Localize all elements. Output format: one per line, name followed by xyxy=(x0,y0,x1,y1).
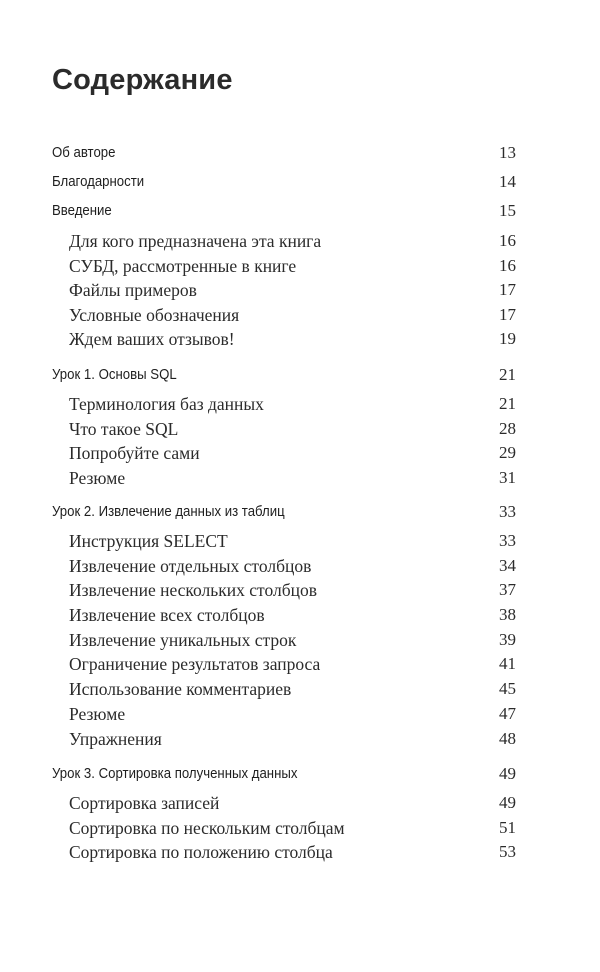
toc-entry-page: 31 xyxy=(499,468,516,487)
toc-entry-lesson-1[interactable] xyxy=(0,362,600,388)
page-title: Содержание xyxy=(52,64,233,96)
toc-entry-label: Использование комментариев xyxy=(69,679,292,699)
toc-entry-page: 33 xyxy=(499,531,516,550)
toc-entry-label: Об авторе xyxy=(52,144,116,161)
toc-entry-conventions[interactable] xyxy=(0,302,600,328)
toc-entry-page: 28 xyxy=(499,419,516,438)
toc-entry-label: Ждем ваших отзывов! xyxy=(69,329,235,349)
toc-entry-page: 49 xyxy=(499,764,516,783)
toc-entry-what-is-sql[interactable] xyxy=(0,416,600,442)
toc-entry-label: Введение xyxy=(52,202,112,219)
toc-entry-label: Извлечение отдельных столбцов xyxy=(69,556,312,576)
toc-entry-label: Извлечение всех столбцов xyxy=(69,605,265,625)
toc-entry-label: Ограничение результатов запроса xyxy=(69,654,321,674)
toc-entry-page: 33 xyxy=(499,502,516,521)
toc-entry-label: Урок 2. Извлечение данных из таблиц xyxy=(52,503,285,520)
toc-entry-page: 51 xyxy=(499,818,516,837)
toc-entry-feedback[interactable] xyxy=(0,326,600,352)
toc-entry-page: 48 xyxy=(499,729,516,748)
toc-entry-label: Сортировка по нескольким столбцам xyxy=(69,818,345,838)
toc-entry-page: 17 xyxy=(499,280,516,299)
toc-entry-page: 16 xyxy=(499,256,516,275)
toc-entry-all-columns[interactable] xyxy=(0,602,600,628)
toc-entry-label: Терминология баз данных xyxy=(69,394,264,414)
toc-entry-label: Файлы примеров xyxy=(69,280,197,300)
toc-entry-exercises[interactable] xyxy=(0,726,600,752)
toc-entry-label: Сортировка по положению столбца xyxy=(69,842,333,862)
toc-entry-page: 17 xyxy=(499,305,516,324)
toc-entry-page: 21 xyxy=(499,394,516,413)
toc-entry-label: Извлечение нескольких столбцов xyxy=(69,580,317,600)
toc-entry-page: 19 xyxy=(499,329,516,348)
toc-entry-distinct-rows[interactable] xyxy=(0,627,600,653)
toc-entry-dbms[interactable] xyxy=(0,253,600,279)
toc-entry-label: Условные обозначения xyxy=(69,305,240,325)
toc-entry-page: 34 xyxy=(499,556,516,575)
toc-entry-label: Резюме xyxy=(69,704,126,724)
toc-entry-about-author[interactable] xyxy=(0,140,600,166)
toc-entry-page: 29 xyxy=(499,443,516,462)
toc-entry-summary-1[interactable] xyxy=(0,465,600,491)
toc-entry-label: Резюме xyxy=(69,468,126,488)
toc-entry-sort-records[interactable] xyxy=(0,790,600,816)
toc-entry-single-columns[interactable] xyxy=(0,553,600,579)
toc-entry-lesson-3[interactable] xyxy=(0,761,600,787)
toc-entry-page: 37 xyxy=(499,580,516,599)
toc-entry-limit-results[interactable] xyxy=(0,651,600,677)
toc-entry-page: 39 xyxy=(499,630,516,649)
toc-entry-page: 47 xyxy=(499,704,516,723)
toc-entry-label: СУБД, рассмотренные в книге xyxy=(69,256,297,276)
toc-entry-label: Что такое SQL xyxy=(69,419,179,439)
toc-entry-label: Благодарности xyxy=(52,173,145,190)
toc-entry-page: 38 xyxy=(499,605,516,624)
toc-entry-page: 16 xyxy=(499,231,516,250)
toc-entry-label: Для кого предназначена эта книга xyxy=(69,231,322,251)
toc-entry-comments[interactable] xyxy=(0,676,600,702)
toc-entry-select-statement[interactable] xyxy=(0,528,600,554)
toc-entry-label: Инструкция SELECT xyxy=(69,531,228,551)
toc-entry-audience[interactable] xyxy=(0,228,600,254)
toc-entry-label: Сортировка записей xyxy=(69,793,220,813)
toc-entry-page: 13 xyxy=(499,143,516,162)
toc-entry-page: 45 xyxy=(499,679,516,698)
toc-entry-introduction[interactable] xyxy=(0,198,600,224)
toc-entry-page: 49 xyxy=(499,793,516,812)
toc-entry-page: 14 xyxy=(499,172,516,191)
toc-entry-page: 21 xyxy=(499,365,516,384)
toc-entry-summary-2[interactable] xyxy=(0,701,600,727)
toc-entry-label: Упражнения xyxy=(69,729,162,749)
toc-entry-label: Урок 1. Основы SQL xyxy=(52,366,177,383)
toc-entry-label: Урок 3. Сортировка полученных данных xyxy=(52,765,298,782)
toc-entry-sort-multiple-columns[interactable] xyxy=(0,815,600,841)
toc-entry-example-files[interactable] xyxy=(0,277,600,303)
toc-entry-acknowledgements[interactable] xyxy=(0,169,600,195)
toc-entry-label: Попробуйте сами xyxy=(69,443,200,463)
toc-entry-sort-column-position[interactable] xyxy=(0,839,600,865)
toc-entry-page: 41 xyxy=(499,654,516,673)
toc-entry-multiple-columns[interactable] xyxy=(0,577,600,603)
toc-entry-lesson-2[interactable] xyxy=(0,499,600,525)
toc-entry-try-yourself[interactable] xyxy=(0,440,600,466)
toc-entry-label: Извлечение уникальных строк xyxy=(69,630,297,650)
toc-entry-page: 53 xyxy=(499,842,516,861)
toc-entry-page: 15 xyxy=(499,201,516,220)
toc-entry-db-terminology[interactable] xyxy=(0,391,600,417)
